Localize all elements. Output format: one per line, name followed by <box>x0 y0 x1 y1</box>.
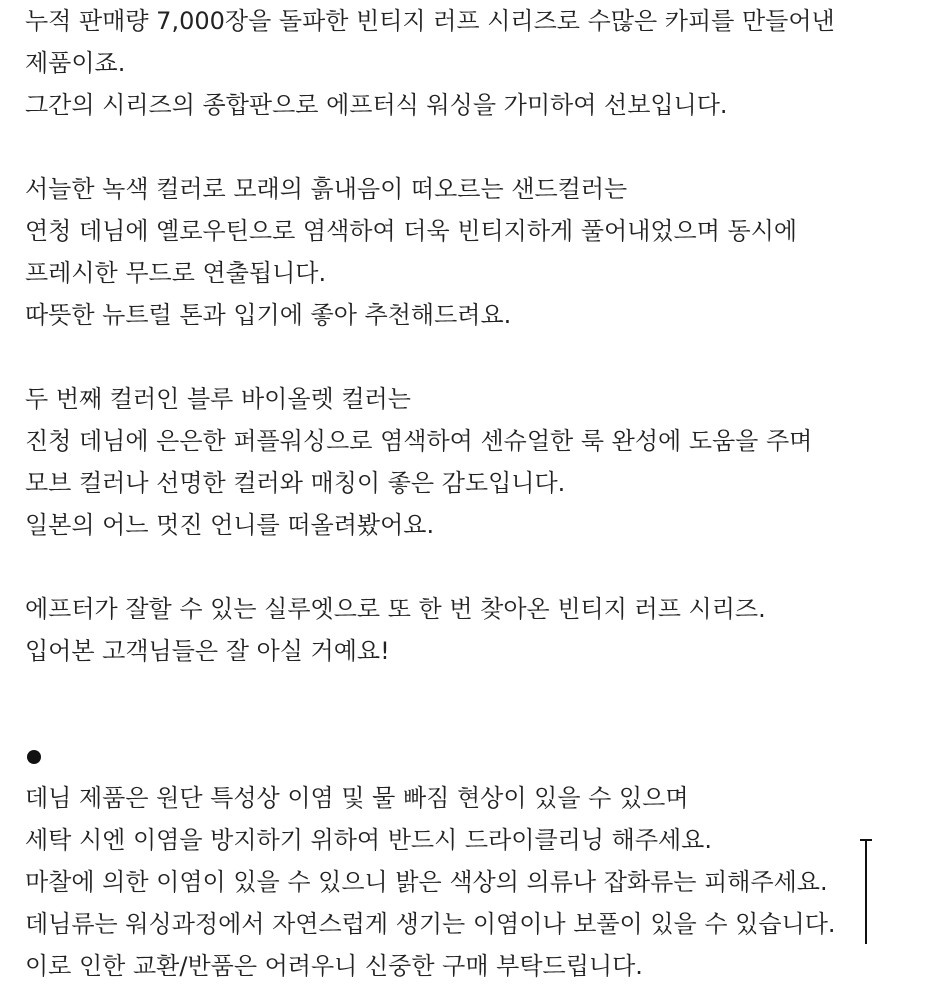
text-line: 따뜻한 뉴트럴 톤과 입기에 좋아 추천해드려요. <box>25 301 512 329</box>
text-line: 제품이죠. <box>25 49 126 77</box>
text-line: 모브 컬러나 선명한 컬러와 매칭이 좋은 감도입니다. <box>25 469 566 497</box>
text-line: 그간의 시리즈의 종합판으로 에프터식 워싱을 가미하여 선보입니다. <box>25 91 728 119</box>
sand-color-paragraph <box>25 168 925 336</box>
text-cursor-icon <box>856 836 876 944</box>
intro-paragraph <box>25 0 925 126</box>
care-notice-line: 이로 인한 교환/반품은 어려우니 신중한 구매 부탁드립니다. <box>25 952 643 980</box>
text-line: 누적 판매량 7,000장을 돌파한 빈티지 러프 시리즈로 수많은 카피를 만들어낸 <box>25 7 835 35</box>
paragraph-spacer <box>25 336 925 378</box>
bullet-dot-icon <box>27 750 41 764</box>
bullet-row <box>25 735 925 777</box>
outro-paragraph <box>25 588 925 672</box>
text-line: 입어본 고객님들은 잘 아실 거예요! <box>25 637 390 665</box>
care-notice-line: 마찰에 의한 이염이 있을 수 있으니 밝은 색상의 의류나 잡화류는 피해주세요. <box>25 868 828 896</box>
care-notice-line: 데님류는 워싱과정에서 자연스럽게 생기는 이염이나 보풀이 있을 수 있습니다. <box>25 910 836 938</box>
text-line: 두 번째 컬러인 블루 바이올렛 컬러는 <box>25 385 411 413</box>
violet-color-paragraph <box>25 378 925 546</box>
care-notice-line: 세탁 시엔 이염을 방지하기 위하여 반드시 드라이클리닝 해주세요. <box>25 826 712 854</box>
care-notice <box>25 735 925 987</box>
paragraph-spacer <box>25 126 925 168</box>
text-line: 프레시한 무드로 연출됩니다. <box>25 259 327 287</box>
paragraph-spacer <box>25 546 925 588</box>
text-line: 진청 데님에 은은한 퍼플워싱으로 염색하여 센슈얼한 룩 완성에 도움을 주며 <box>25 427 813 455</box>
care-notice-line: 데님 제품은 원단 특성상 이염 및 물 빠짐 현상이 있을 수 있으며 <box>25 784 689 812</box>
text-line: 에프터가 잘할 수 있는 실루엣으로 또 한 번 찾아온 빈티지 러프 시리즈. <box>25 595 766 623</box>
text-line: 서늘한 녹색 컬러로 모래의 흙내음이 떠오르는 샌드컬러는 <box>25 175 628 203</box>
text-line: 일본의 어느 멋진 언니를 떠올려봤어요. <box>25 511 435 539</box>
product-description <box>25 0 925 987</box>
text-line: 연청 데님에 옐로우틴으로 염색하여 더욱 빈티지하게 풀어내었으며 동시에 <box>25 217 798 245</box>
paragraph-spacer <box>25 672 925 735</box>
